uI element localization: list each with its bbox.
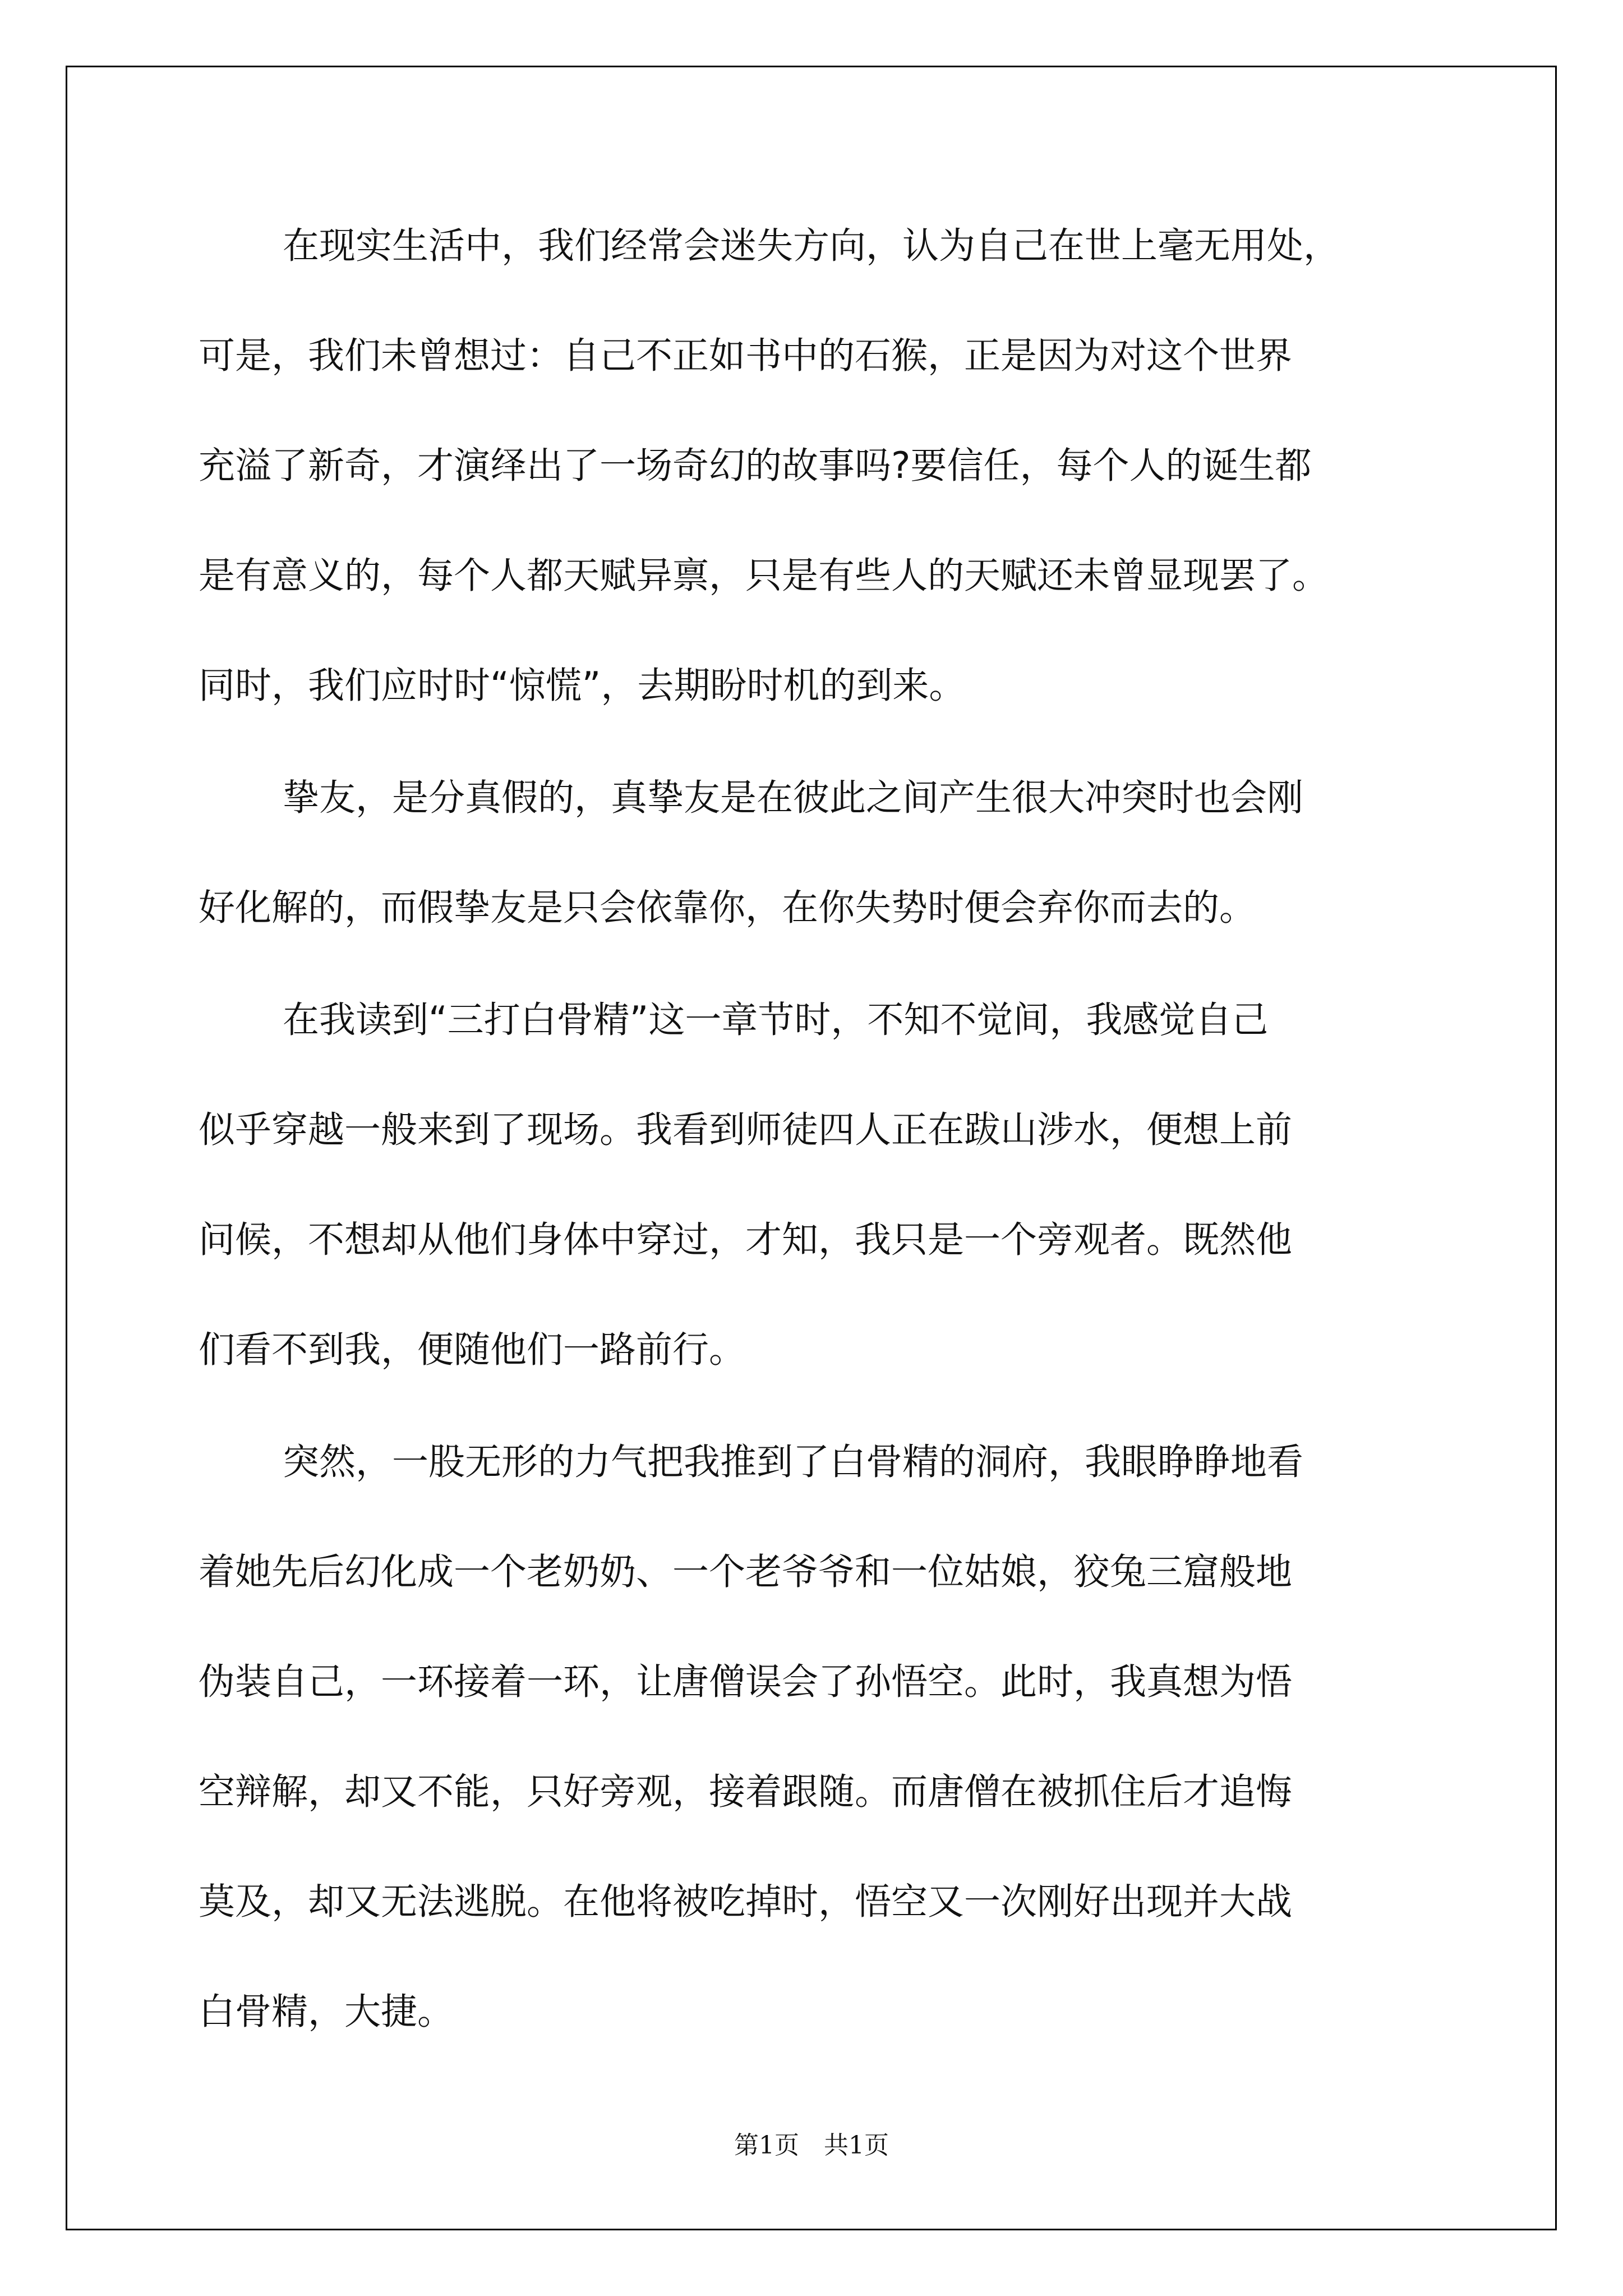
text-line: 在我读到“三打白骨精”这一章节时，不知不觉间，我感觉自己 [283,999,1269,1041]
paragraph [199,768,1438,988]
paragraph [199,216,1438,766]
text-line: 问候，不想却从他们身体中穿过，才知，我只是一个旁观者。既然他 [199,1219,1293,1261]
text-line: 在现实生活中，我们经常会迷失方向，认为自己在世上毫无用处， [283,225,1340,267]
text-line: 莫及，却又无法逃脱。在他将被吃掉时，悟空又一次刚好出现并大战 [199,1881,1293,1923]
text-line: 空辩解，却又不能，只好旁观，接着跟随。而唐僧在被抓住后才追悔 [199,1771,1293,1813]
text-line: 挚友，是分真假的，真挚友是在彼此之间产生很大冲突时也会刚 [283,777,1304,819]
paragraph [199,1432,1438,2092]
text-line: 突然，一股无形的力气把我推到了白骨精的洞府，我眼睁睁地看 [283,1441,1304,1483]
text-line: 同时，我们应时时“惊慌”，去期盼时机的到来。 [199,665,966,707]
paragraph [199,990,1438,1430]
text-line: 是有意义的，每个人都天赋异禀，只是有些人的天赋还未曾显现罢了。 [199,555,1329,597]
document-body [199,216,1438,2094]
page-footer [0,2125,1623,2161]
text-line: 白骨精，大捷。 [199,1991,454,2033]
text-line: 们看不到我，便随他们一路前行。 [199,1329,746,1371]
text-line: 似乎穿越一般来到了现场。我看到师徒四人正在跋山涉水，便想上前 [199,1109,1293,1151]
text-line: 充溢了新奇，才演绎出了一场奇幻的故事吗?要信任，每个人的诞生都 [199,445,1312,487]
text-line: 伪装自己，一环接着一环，让唐僧误会了孙悟空。此时，我真想为悟 [199,1661,1293,1703]
text-line: 着她先后幻化成一个老奶奶、一个老爷爷和一位姑娘，狡兔三窟般地 [199,1551,1293,1593]
text-line: 好化解的，而假挚友是只会依靠你，在你失势时便会弃你而去的。 [199,887,1256,929]
page-number-label: 第1页 共1页 [734,2131,889,2160]
text-line: 可是，我们未曾想过：自己不正如书中的石猴，正是因为对这个世界 [199,335,1293,377]
